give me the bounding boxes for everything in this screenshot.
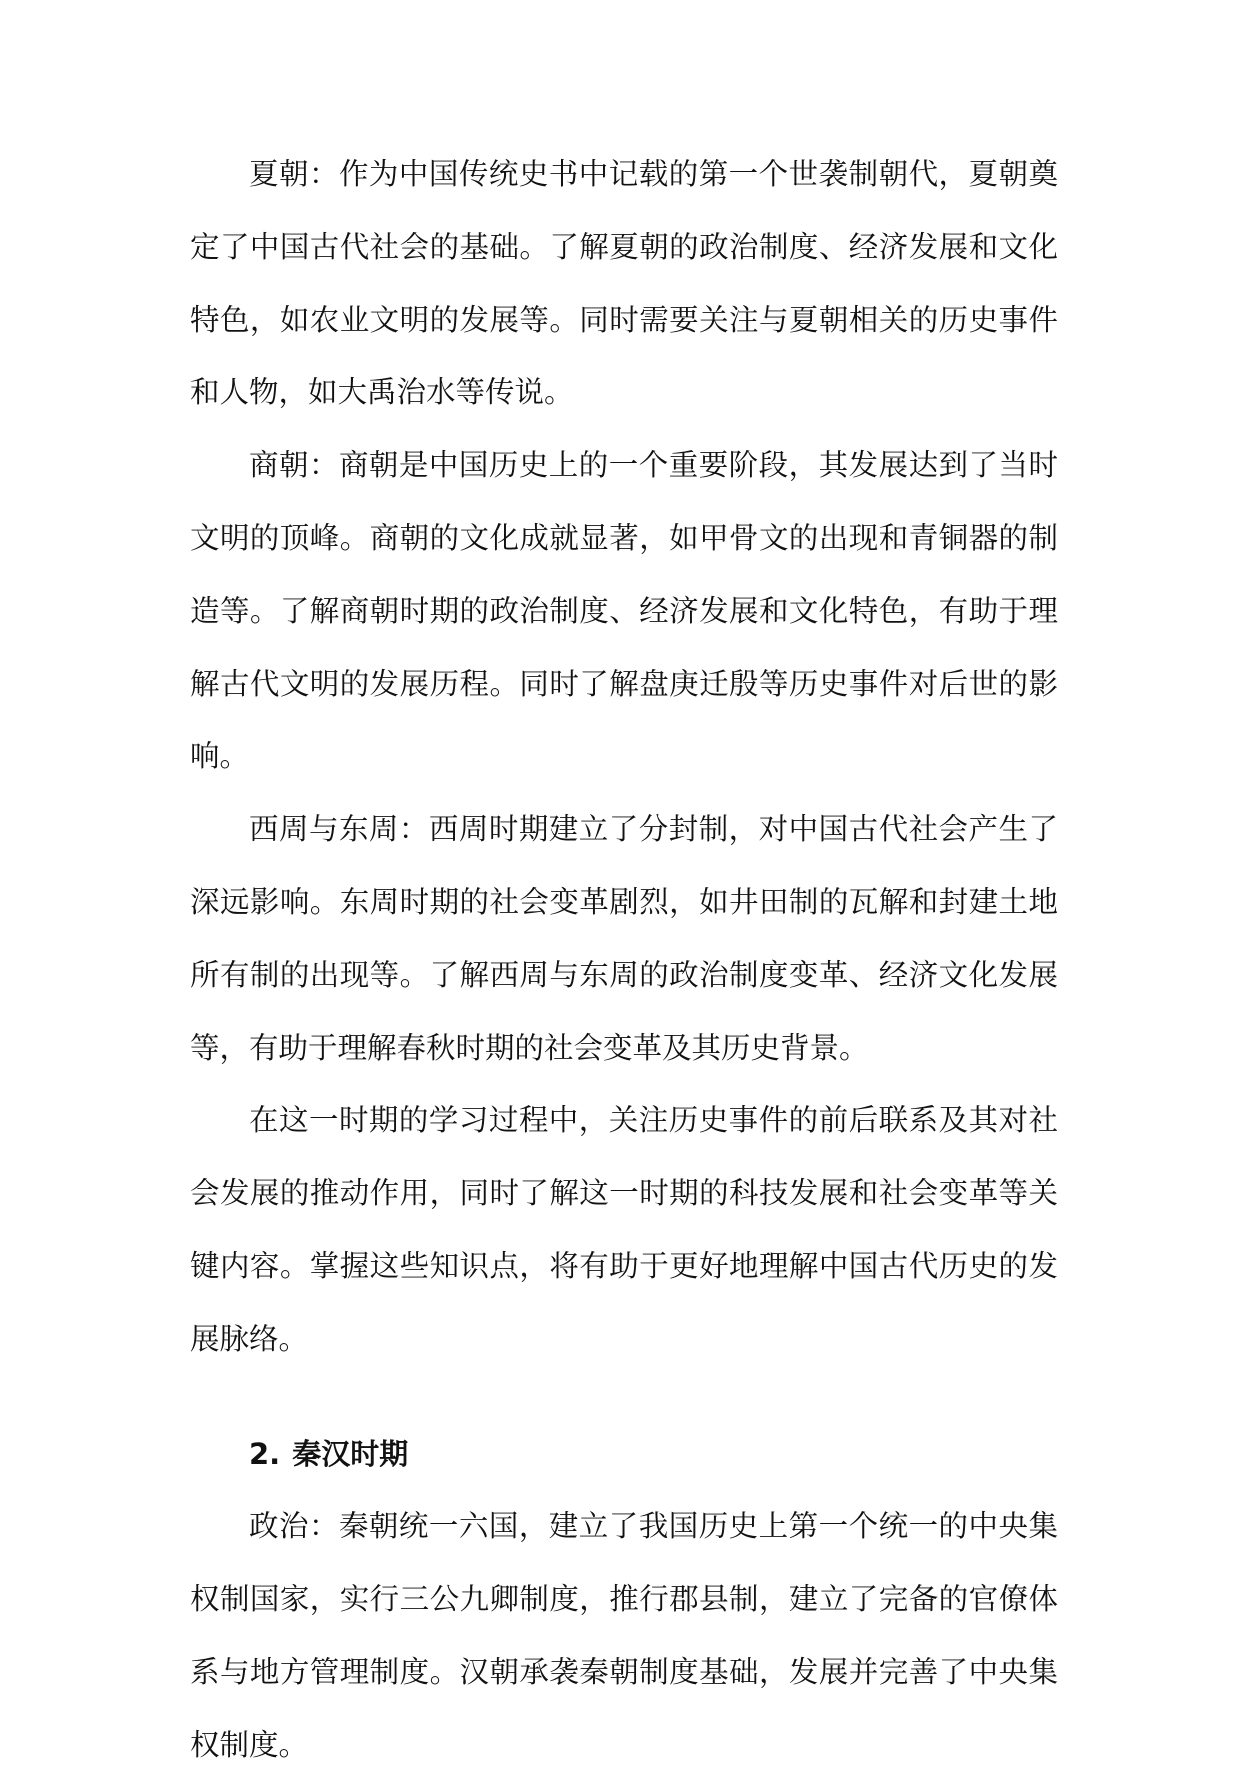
paragraph-politics: 政治：秦朝统一六国，建立了我国历史上第一个统一的中央集权制国家，实行三公九卿制度，推行郡县制，建立了完备的官僚体系与地方管理制度。汉朝承袭秦朝制度基础，发展并完善了中央集权制度。 [190, 1509, 1058, 1762]
document-body [190, 138, 1058, 1782]
paragraph-xia-dynasty: 夏朝：作为中国传统史书中记载的第一个世袭制朝代，夏朝奠定了中国古代社会的基础。了解夏朝的政治制度、经济发展和文化特色，如农业文明的发展等。同时需要关注与夏朝相关的历史事件和人物，如大禹治水等传说。 [190, 157, 1058, 410]
section-number: 2. [249, 1436, 281, 1471]
section-heading [190, 1418, 1058, 1491]
paragraph-summary: 在这一时期的学习过程中，关注历史事件的前后联系及其对社会发展的推动作用，同时了解这一时期的科技发展和社会变革等关键内容。掌握这些知识点，将有助于更好地理解中国古代历史的发展脉络。 [190, 1103, 1058, 1356]
paragraph-zhou-dynasty: 西周与东周：西周时期建立了分封制，对中国古代社会产生了深远影响。东周时期的社会变革剧烈，如井田制的瓦解和封建土地所有制的出现等。了解西周与东周的政治制度变革、经济文化发展等，有助于理解春秋时期的社会变革及其历史背景。 [190, 812, 1058, 1065]
paragraph-shang-dynasty: 商朝：商朝是中国历史上的一个重要阶段，其发展达到了当时文明的顶峰。商朝的文化成就显著，如甲骨文的出现和青铜器的制造等。了解商朝时期的政治制度、经济发展和文化特色，有助于理解古代文明的发展历程。同时了解盘庚迁殷等历史事件对后世的影响。 [190, 448, 1058, 774]
section-title: 秦汉时期 [292, 1436, 409, 1471]
